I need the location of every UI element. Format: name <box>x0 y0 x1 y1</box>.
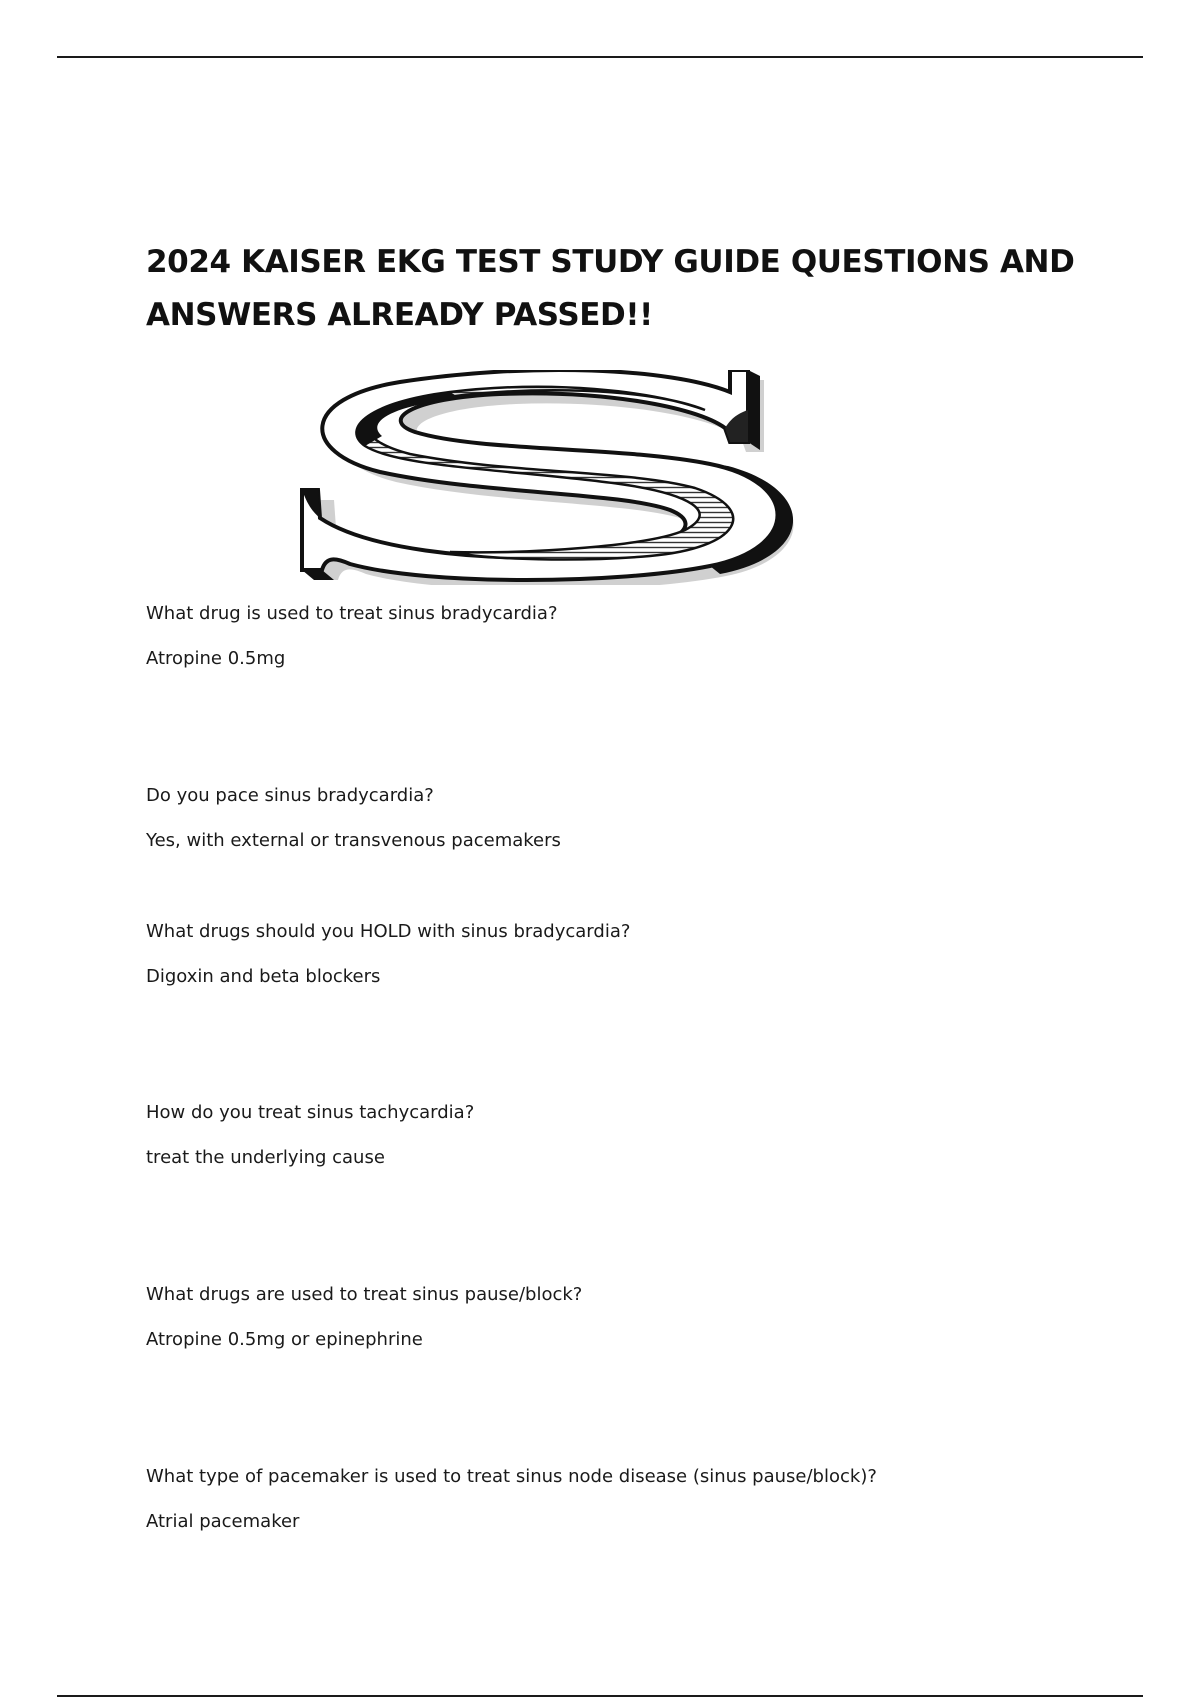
answer-text: Atropine 0.5mg <box>146 648 286 669</box>
qa-item <box>146 1101 1106 1170</box>
document-title: 2024 KAISER EKG TEST STUDY GUIDE QUESTIONS AND ANSWERS ALREADY PASSED!! <box>146 244 1075 333</box>
question-text: What drugs are used to treat sinus pause/block? <box>146 1284 583 1305</box>
question-text: What type of pacemaker is used to treat sinus node disease (sinus pause/block)? <box>146 1466 877 1487</box>
question-text: Do you pace sinus bradycardia? <box>146 785 434 806</box>
letter-s-logo-icon <box>150 370 910 585</box>
question-text: What drug is used to treat sinus bradycardia? <box>146 603 558 624</box>
answer-text: Digoxin and beta blockers <box>146 966 381 987</box>
footer-rule <box>57 1695 1143 1697</box>
answer-text: treat the underlying cause <box>146 1147 385 1168</box>
answer-text: Atropine 0.5mg or epinephrine <box>146 1329 423 1350</box>
answer-text: Yes, with external or transvenous pacemakers <box>146 830 561 851</box>
question-text: What drugs should you HOLD with sinus bradycardia? <box>146 921 631 942</box>
answer-text: Atrial pacemaker <box>146 1511 300 1532</box>
qa-item <box>146 1283 1106 1352</box>
qa-item <box>146 920 1106 989</box>
header-rule <box>57 56 1143 58</box>
question-text: How do you treat sinus tachycardia? <box>146 1102 475 1123</box>
qa-item <box>146 784 1106 853</box>
qa-item <box>146 602 1106 671</box>
qa-item <box>146 1465 1106 1534</box>
